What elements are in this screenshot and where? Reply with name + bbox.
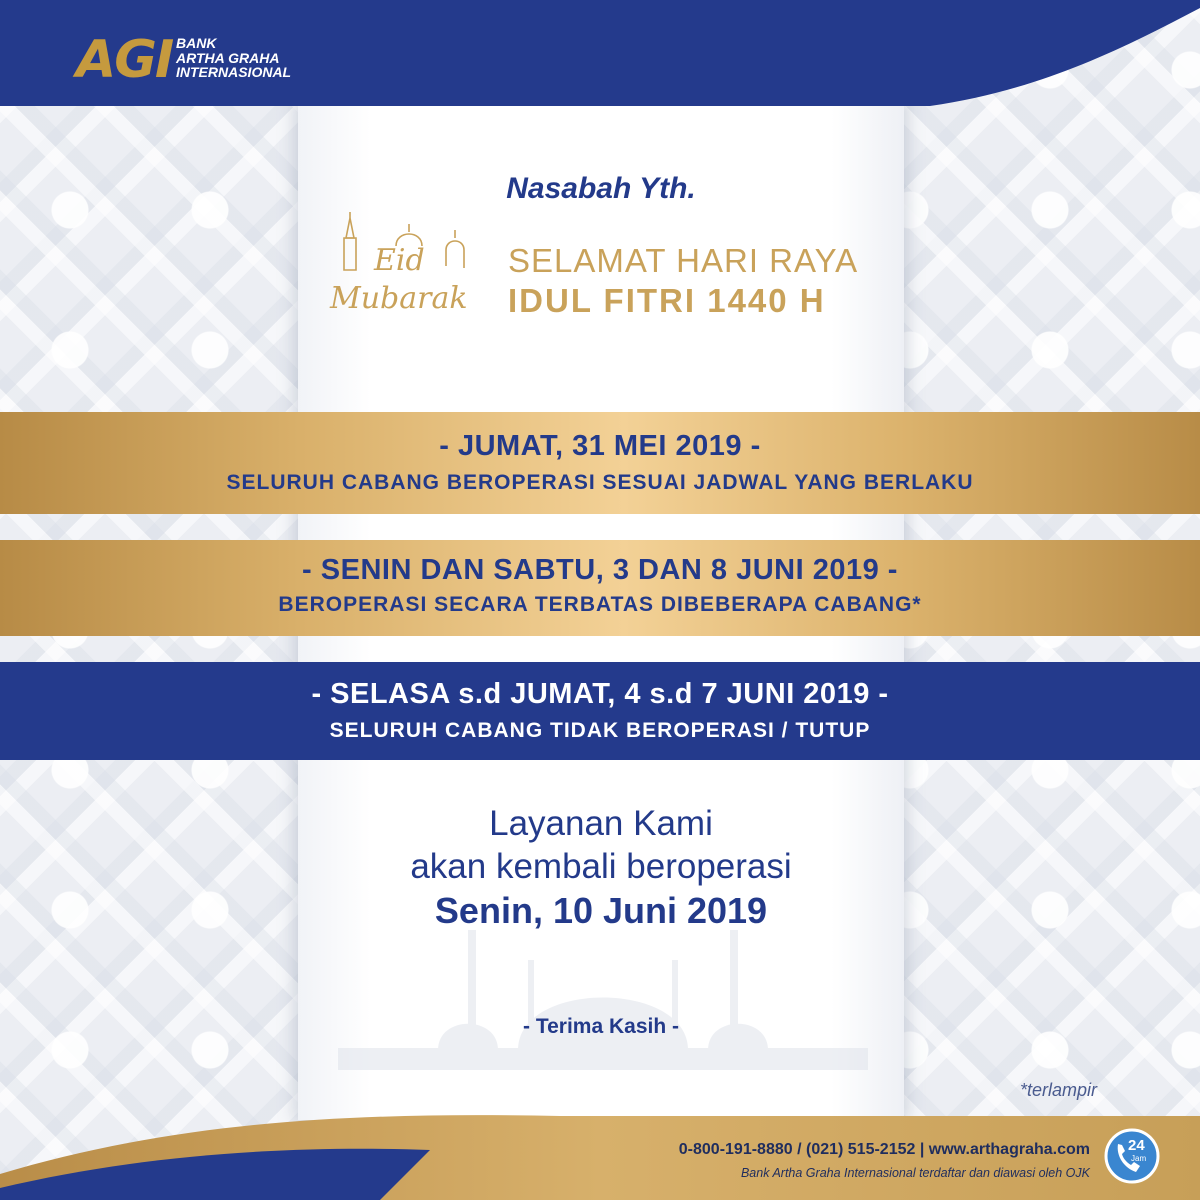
eid-title-line-1: SELAMAT HARI RAYA	[508, 242, 859, 279]
schedule-date: - SENIN DAN SABTU, 3 DAN 8 JUNI 2019 -	[302, 554, 898, 586]
badge-label: Jam	[1131, 1154, 1147, 1163]
schedule-band-1	[0, 412, 1200, 514]
schedule-band-2	[0, 540, 1200, 636]
eid-script-2: Mubarak	[330, 281, 468, 316]
contact-info: 0-800-191-8880 / (021) 515-2152 | www.arthagraha.com	[678, 1141, 1090, 1158]
bank-logo	[76, 30, 336, 90]
logo-text	[176, 36, 291, 80]
greeting: Nasabah Yth.	[506, 172, 696, 205]
badge-number: 24	[1128, 1137, 1145, 1154]
logo-line-1: BANK	[176, 35, 217, 51]
reopening-message	[298, 802, 904, 934]
reopening-line-1: Layanan Kami	[489, 804, 713, 843]
eid-script-1: Eid	[374, 243, 425, 278]
schedule-note: SELURUH CABANG BEROPERASI SESUAI JADWAL YANG BERLAKU	[226, 471, 974, 494]
schedule-date: - JUMAT, 31 MEI 2019 -	[439, 430, 761, 462]
ojk-notice: Bank Artha Graha Internasional terdaftar dan diawasi oleh OJK	[740, 1166, 1090, 1180]
logo-mark: AGI	[76, 30, 173, 90]
schedule-note: BEROPERASI SECARA TERBATAS DIBEBERAPA CABANG*	[278, 593, 922, 616]
logo-line-2: ARTHA GRAHA	[176, 49, 280, 66]
schedule-note: SELURUH CABANG TIDAK BEROPERASI / TUTUP	[329, 719, 871, 742]
eid-mubarak-emblem	[326, 208, 496, 328]
reopening-line-2: akan kembali beroperasi	[410, 847, 792, 886]
schedule-date: - SELASA s.d JUMAT, 4 s.d 7 JUNI 2019 -	[311, 678, 889, 710]
logo-line-3: INTERNASIONAL	[176, 64, 292, 80]
eid-title-line-2: IDUL FITRI 1440 H	[508, 282, 826, 319]
footnote: *terlampir	[1020, 1080, 1098, 1100]
schedule-band-3	[0, 662, 1200, 760]
reopening-date: Senin, 10 Juni 2019	[434, 890, 768, 931]
thank-you-text: - Terima Kasih -	[523, 1015, 679, 1038]
